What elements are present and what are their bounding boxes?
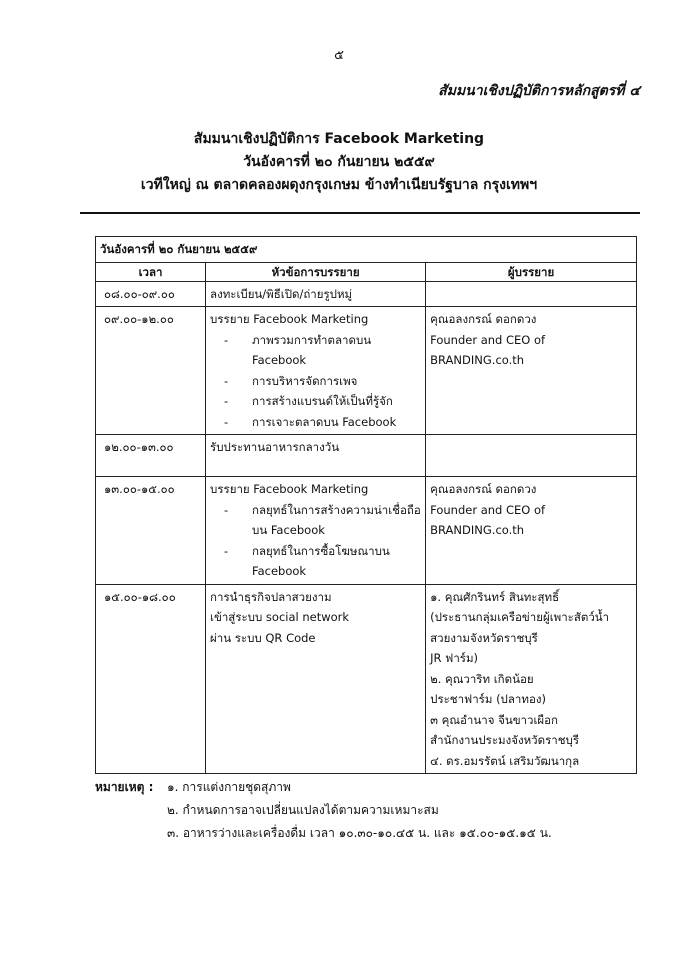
table-row [96,477,637,585]
topic-bullet: - การสร้างแบรนด์ให้เป็นที่รู้จัก [224,394,393,408]
topic-cell [206,477,426,585]
table-row [96,584,637,774]
speaker-line: ๑. คุณศักรินทร์ สินทะสุทธิ์ [430,589,560,604]
title-divider [80,212,640,214]
topic-bullet: - กลยุทธ์ในการสร้างความน่าเชื่อถือบน Facebook [224,502,421,537]
speaker-line: สำนักงานประมงจังหวัดราชบุรี [430,733,580,747]
speaker-line: ๔. ดร.อมรรัตน์ เสริมวัฒนากุล [430,753,580,768]
speaker-cell [426,281,637,307]
topic-line: ผ่าน ระบบ QR Code [210,630,316,645]
topic-cell: รับประทานอาหารกลางวัน [206,435,426,477]
topic-title: บรรยาย Facebook Marketing [210,482,369,496]
title-line-1: สัมมนาเชิงปฏิบัติการ Facebook Marketing [193,131,485,147]
topic-cell [206,584,426,774]
note-item: ๓. อาหารว่างและเครื่องดื่ม เวลา ๑๐.๓๐-๑๐.๔๕ น. และ ๑๕.๐๐-๑๕.๑๕ น. [167,826,552,840]
column-header-speaker: ผู้บรรยาย [426,262,637,281]
page-number: ๕ [334,48,344,63]
title-line-2: วันอังคารที่ ๒๐ กันยายน ๒๕๕๙ [243,154,435,170]
notes-label: หมายเหตุ : [95,780,154,794]
topic-line: การนำธุรกิจปลาสวยงาม [210,589,332,604]
time-cell: ๑๕.๐๐-๑๘.๐๐ [96,584,206,774]
topic-bullet: - การบริหารจัดการเพจ [224,373,358,388]
topic-cell [206,307,426,435]
time-cell: ๑๒.๐๐-๑๓.๐๐ [96,435,206,477]
title-line-3: เวทีใหญ่ ณ ตลาดคลองผดุงกรุงเกษม ข้างทำเนียบรัฐบาล กรุงเทพฯ [140,177,538,193]
speaker-cell [426,477,637,585]
speaker-cell [426,584,637,774]
speaker-line: Founder and CEO of [430,502,546,517]
speaker-line: BRANDING.co.th [430,353,525,367]
speaker-line: ประชาฟาร์ม (ปลาทอง) [430,692,546,706]
time-cell: ๑๓.๐๐-๑๕.๐๐ [96,477,206,585]
speaker-line: คุณอลงกรณ์ ดอกดวง [430,482,537,496]
table-row [96,435,637,477]
table-row [96,281,637,307]
speaker-line: สวยงามจังหวัดราชบุรี [430,630,538,645]
speaker-cell [426,435,637,477]
speaker-line: BRANDING.co.th [430,523,525,537]
speaker-line: (ประธานกลุ่มเครือข่ายผู้เพาะสัตว์น้ำ [430,610,610,624]
time-cell: ๐๘.๐๐-๐๙.๐๐ [96,281,206,307]
topic-cell: ลงทะเบียน/พิธีเปิด/ถ่ายรูปหมู่ [206,281,426,307]
table-row [96,307,637,435]
document-title [0,128,678,197]
topic-bullet: - กลยุทธ์ในการซื้อโฆษณาบน Facebook [224,543,390,578]
notes-section [95,776,552,845]
topic-bullet: - ภาพรวมการทำตลาดบน Facebook [224,332,372,367]
speaker-line: JR ฟาร์ม) [430,651,479,665]
speaker-line: คุณอลงกรณ์ ดอกดวง [430,312,537,326]
speaker-line: ๒. คุณวาริท เกิดน้อย [430,671,534,686]
course-label: สัมมนาเชิงปฏิบัติการหลักสูตรที่ ๔ [438,83,640,99]
schedule-table [95,236,637,774]
topic-line: เข้าสู่ระบบ social network [210,610,350,624]
column-header-row [96,262,637,281]
speaker-line: Founder and CEO of [430,332,546,347]
topic-title: บรรยาย Facebook Marketing [210,312,369,326]
day-header-row [96,237,637,263]
note-item: ๑. การแต่งกายชุดสุภาพ [167,780,291,794]
topic-bullet: - การเจาะตลาดบน Facebook [224,414,397,429]
note-item: ๒. กำหนดการอาจเปลี่ยนแปลงได้ตามความเหมาะสม [167,803,439,817]
day-header: วันอังคารที่ ๒๐ กันยายน ๒๕๕๙ [96,237,637,263]
speaker-cell [426,307,637,435]
speaker-line: ๓ คุณอำนาจ จีนขาวเผือก [430,712,559,727]
column-header-time: เวลา [96,262,206,281]
column-header-topic: หัวข้อการบรรยาย [206,262,426,281]
time-cell: ๐๙.๐๐-๑๒.๐๐ [96,307,206,435]
